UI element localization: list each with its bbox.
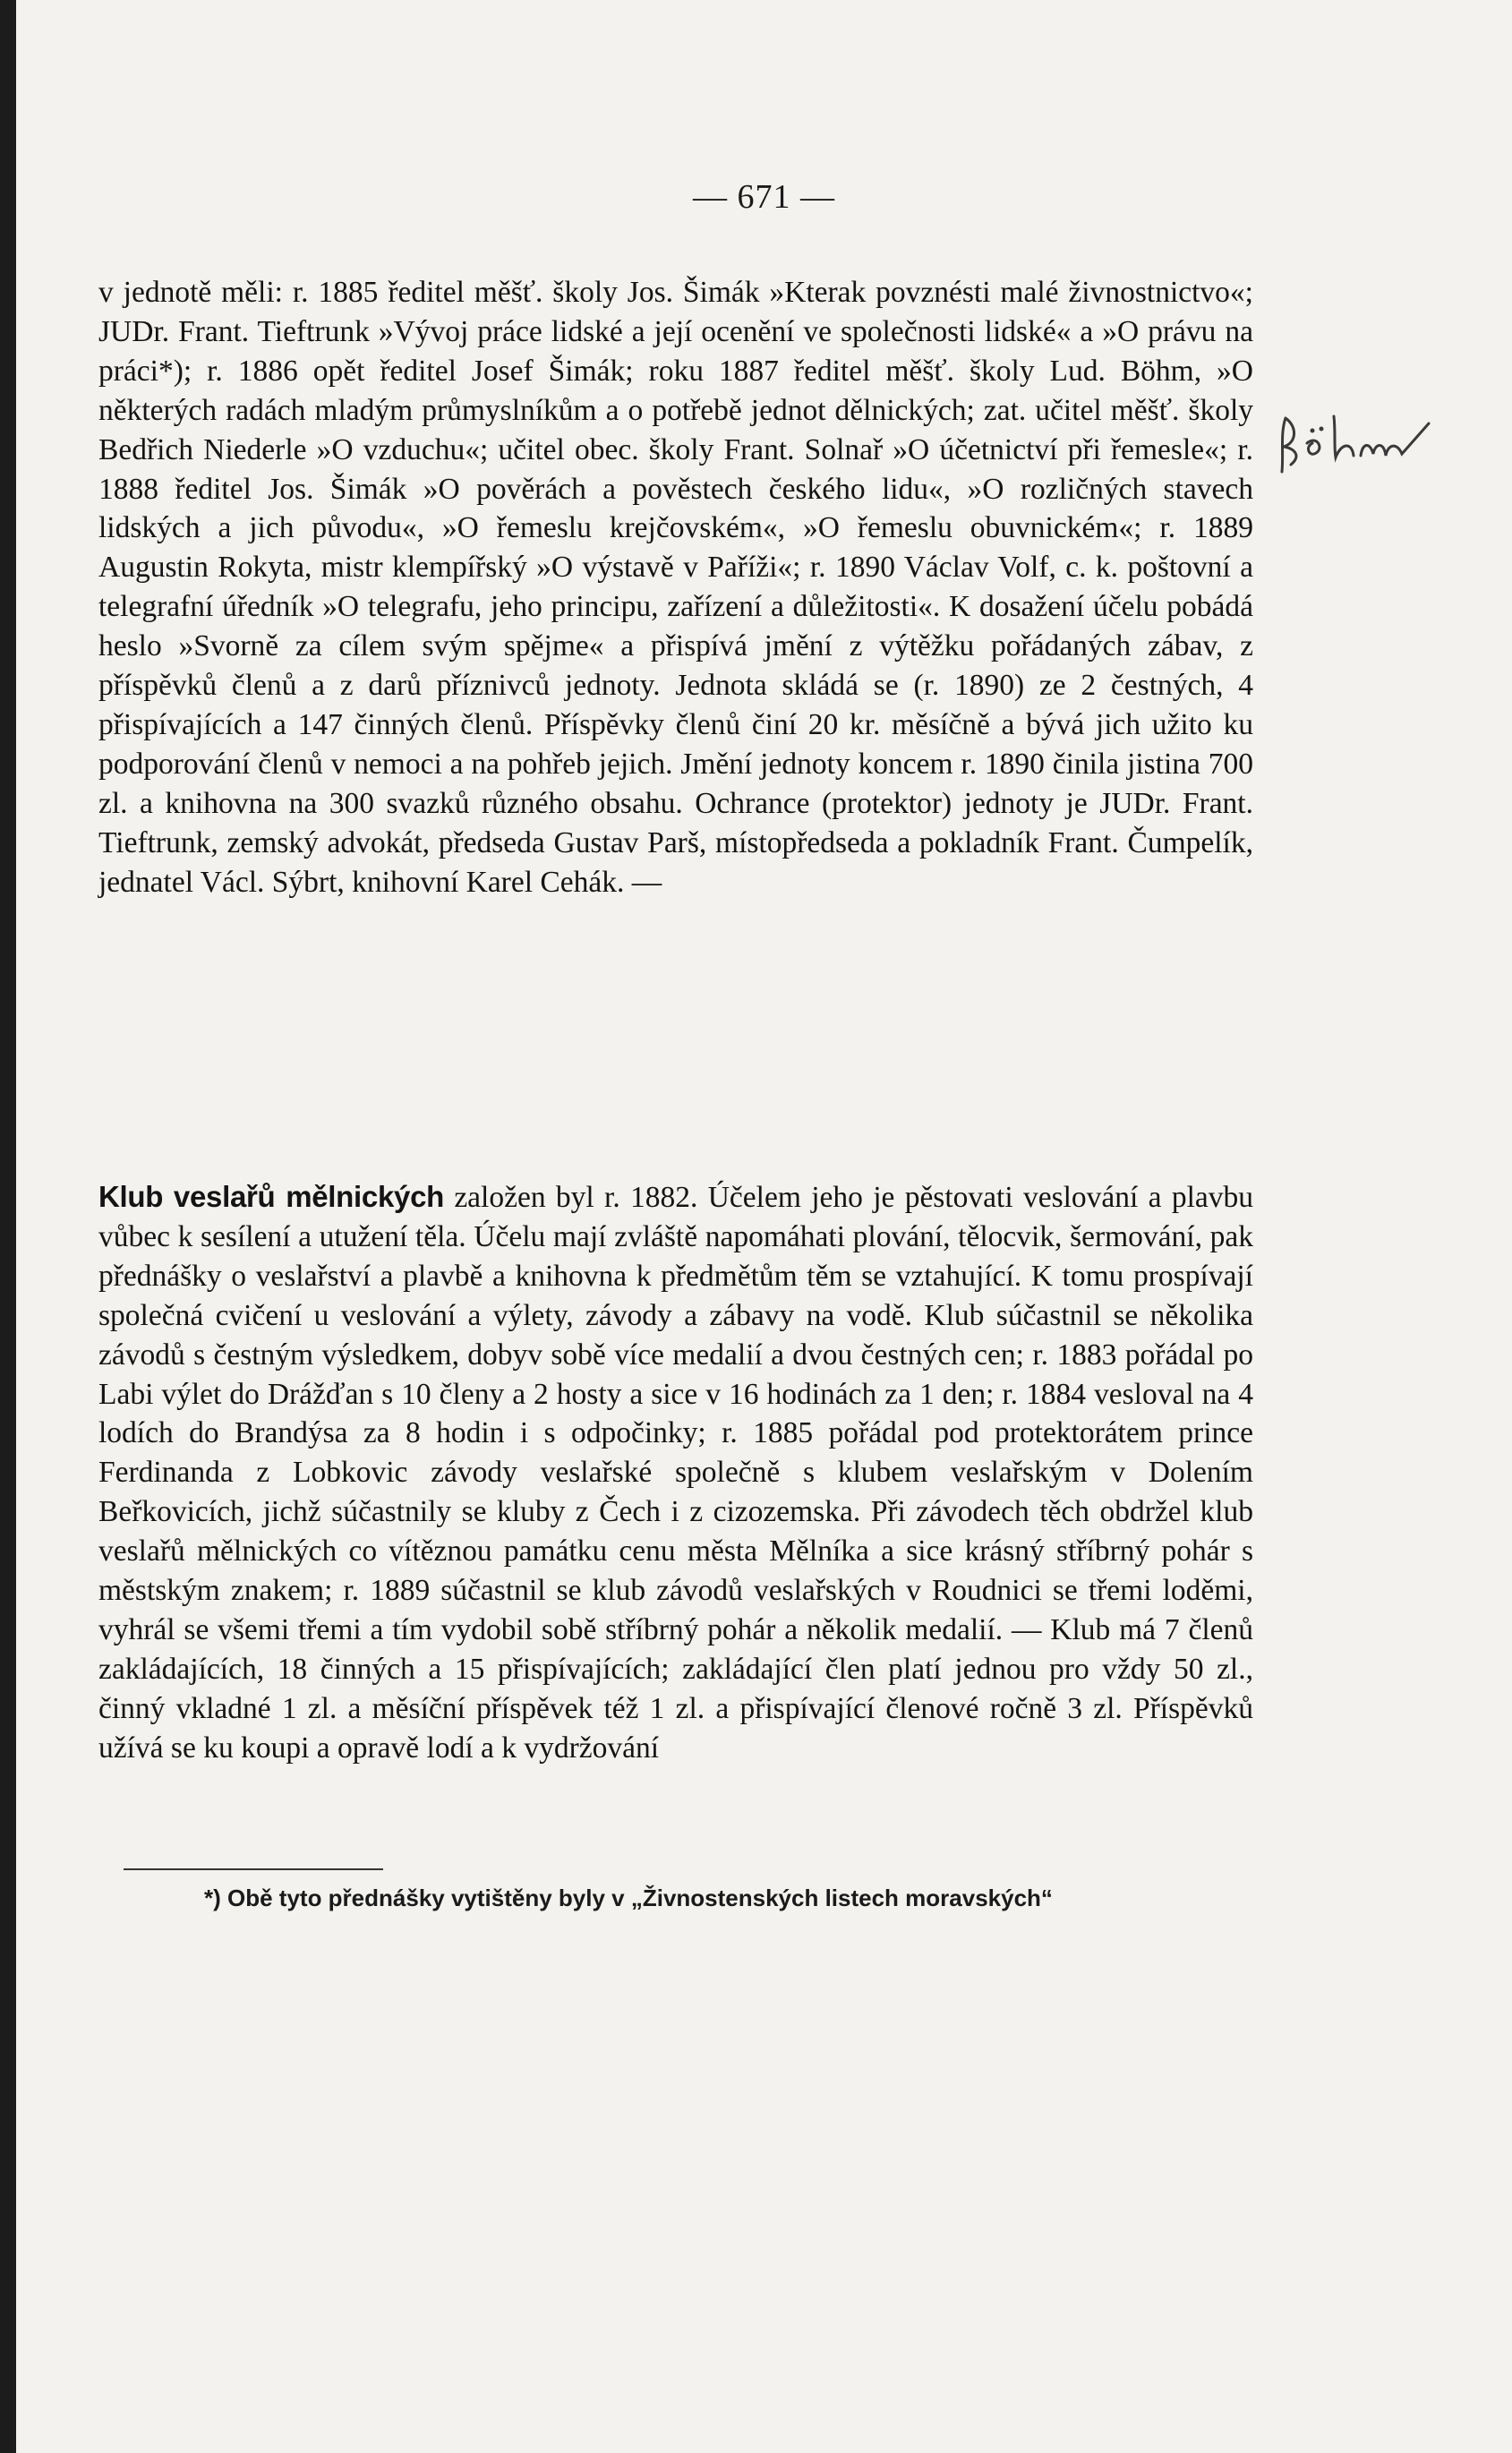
club-title: Klub veslařů mělnických <box>98 1180 444 1213</box>
footnote-divider <box>124 1868 383 1870</box>
paragraph-text: v jednotě měli: r. 1885 ředitel měšť. školy Jos. Šimák »Kterak povznésti malé živnostnictvo«; JUDr. Frant. Tieftrunk »Vývoj práce lidské a její ocenění ve společnosti lidské« a »O právu na práci*); r. 1886 opět ředitel Josef Šimák; roku 1887 ředitel měšť. školy Lud. Böhm, »O některých radách mladým průmyslníkům a o potřebě jednot dělnických; zat. učitel měšť. školy Bedřich Niederle »O vzduchu«; učitel obec. školy Frant. Solnař »O účetnictví při řemesle«; r. 1888 ředitel Jos. Šimák »O pověrách a pověstech českého lidu«, »O rozličných stavech lidských a jich původu«, »O řemeslu krejčovském«, »O řemeslu obuvnickém«; r. 1889 Augustin Rokyta, mistr klempířský »O výstavě v Paříži«; r. 1890 Václav Volf, c. k. poštovní a telegrafní úředník »O telegrafu, jeho principu, zařízení a důležitosti«. K dosažení účelu pobádá heslo »Svorně za cílem svým spějme« a přispívá jmění z výtěžku pořádaných zábav, z příspěvků členů a z darů příznivců jednoty. Jednota skládá se (r. 1890) ze 2 čestných, 4 přispívajících a 147 činných členů. Příspěvky členů činí 20 kr. měsíčně a bývá jich užito ku podporování členů v nemoci a na pohřeb jejich. Jmění jednoty koncem r. 1890 činila jistina 700 zl. a knihovna na 300 svazků různého obsahu. Ochrance (protektor) jednoty je JUDr. Frant. Tieftrunk, zemský advokát, předseda Gustav Parš, místopředseda a pokladník Frant. Čumpelík, jednatel Václ. Sýbrt, knihovní Karel Cehák. — <box>98 276 1253 899</box>
scan-edge <box>0 0 16 2453</box>
page-number: — 671 — <box>693 178 835 216</box>
paragraph-text <box>98 1177 1253 1768</box>
paragraph-jednota <box>98 273 1253 902</box>
handwritten-margin-note <box>1271 407 1441 479</box>
paragraph-klub-veslaru <box>98 1177 1253 1768</box>
footnote: *) Obě tyto přednášky vytištěny byly v „Živnostenských listech moravských“ <box>204 1885 1053 1911</box>
club-paragraph-text: založen byl r. 1882. Účelem jeho je pěstovati veslování a plavbu vůbec k sesílení a utužení těla. Účelu mají zvláště napomáhati plování, tělocvik, šermování, pak přednášky o veslařství a plavbě a knihovna k předmětům těm se vztahující. K tomu prospívají společná cvičení u veslování a výlety, závody a zábavy na vodě. Klub súčastnil se několika závodů s čestným výsledkem, dobyv sobě více medalií a dvou čestných cen; r. 1883 pořádal po Labi výlet do Drážďan s 10 členy a 2 hosty a sice v 16 hodinách za 1 den; r. 1884 vesloval na 4 lodích do Brandýsa za 8 hodin i s odpočinky; r. 1885 pořádal pod protektorátem prince Ferdinanda z Lobkovic závody veslařské společně s klubem veslařským v Dolením Beřkovicích, jichž súčastnily se kluby z Čech i z cizozemska. Při závodech těch obdržel klub veslařů mělnických co vítěznou památku cenu města Mělníka a sice krásný stříbrný pohár s městským znakem; r. 1889 súčastnil se klub závodů veslařských v Roudnici se třemi loděmi, vyhrál se všemi třemi a tím vydobil sobě stříbrný pohár a několik medalií. — Klub má 7 členů zakládajících, 18 činných a 15 přispívajících; zakládající člen platí jednou pro vždy 50 zl., činný vkladné 1 zl. a měsíční příspěvek též 1 zl. a přispívající členové ročně 3 zl. Příspěvků užívá se ku koupi a opravě lodí a k vydržování <box>98 1181 1254 1765</box>
book-page <box>16 0 1512 2453</box>
